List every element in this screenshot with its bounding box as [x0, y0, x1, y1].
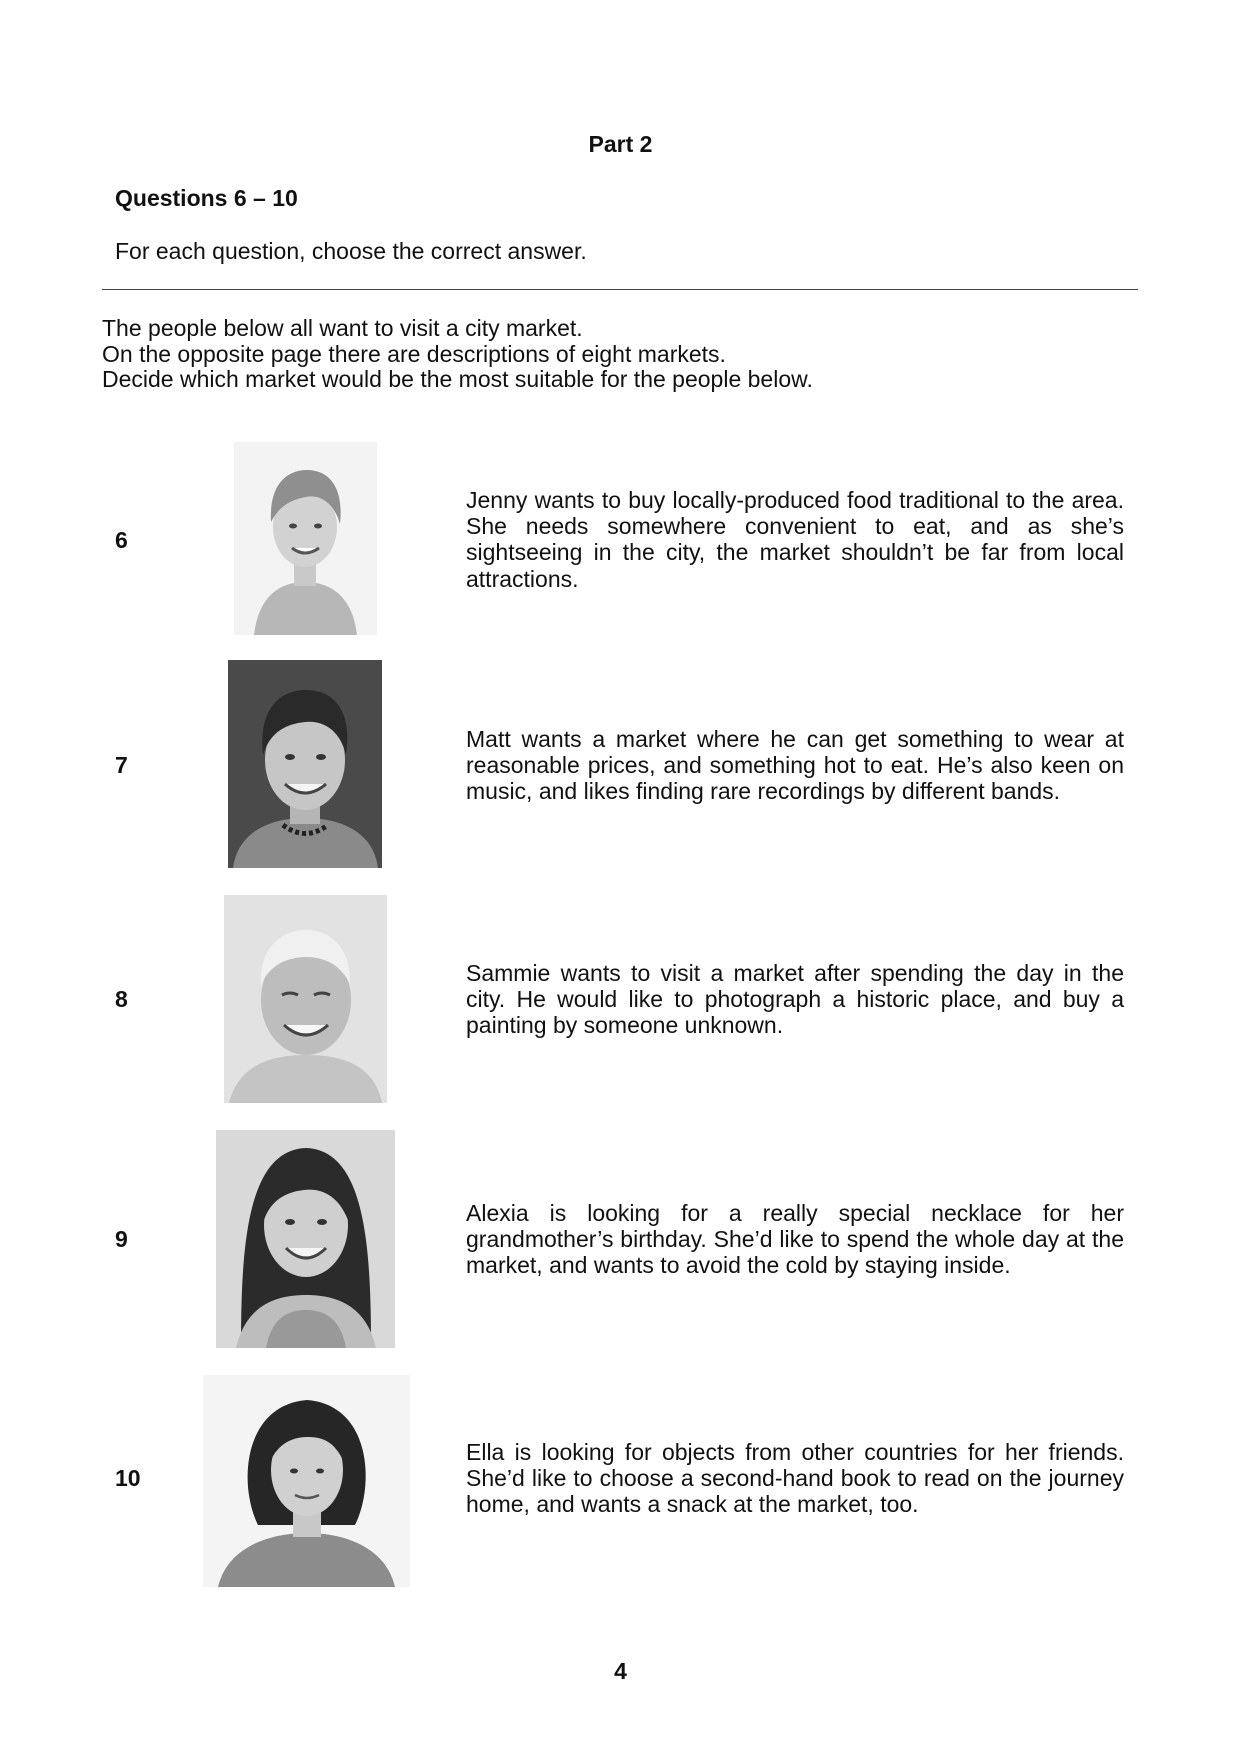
young-woman-long-hair-portrait-icon [216, 1130, 395, 1348]
woman-curly-hair-portrait-icon [203, 1375, 410, 1587]
question-number-10: 10 [115, 1465, 141, 1491]
intro-paragraph [102, 316, 813, 393]
intro-line: On the opposite page there are descriptions of eight markets. [102, 340, 726, 367]
question-number-8: 8 [115, 986, 128, 1012]
older-man-portrait-icon [224, 895, 387, 1103]
question-7-description: Matt wants a market where he can get something to wear at reasonable prices, and something hot to eat. He’s also keen on music, and likes finding rare recordings by different bands. [466, 726, 1124, 805]
questions-heading: Questions 6 – 10 [115, 185, 298, 211]
divider-line [102, 289, 1138, 290]
question-9-description: Alexia is looking for a really special necklace for her grandmother’s birthday. She’d like to spend the whole day at the market, and wants to avoid the cold by staying inside. [466, 1200, 1124, 1279]
part-title: Part 2 [588, 131, 653, 157]
young-man-portrait-icon [228, 660, 382, 868]
question-number-6: 6 [115, 527, 128, 553]
question-10-description: Ella is looking for objects from other countries for her friends. She’d like to choose a second-hand book to read on the journey home, and wants a snack at the market, too. [466, 1439, 1124, 1518]
question-number-7: 7 [115, 752, 128, 778]
intro-line: Decide which market would be the most suitable for the people below. [102, 366, 813, 392]
page-number: 4 [614, 1658, 627, 1684]
question-6-description: Jenny wants to buy locally-produced food traditional to the area. She needs somewhere convenient to eat, and as she’s sightseeing in the city, the market shouldn’t be far from local attractions. [466, 487, 1124, 592]
question-8-description: Sammie wants to visit a market after spending the day in the city. He would like to photograph a historic place, and buy a painting by someone unknown. [466, 960, 1124, 1039]
woman-short-hair-portrait-icon [234, 442, 377, 635]
intro-line: The people below all want to visit a city market. [102, 315, 583, 341]
instruction-text: For each question, choose the correct answer. [115, 238, 587, 264]
question-number-9: 9 [115, 1226, 128, 1252]
